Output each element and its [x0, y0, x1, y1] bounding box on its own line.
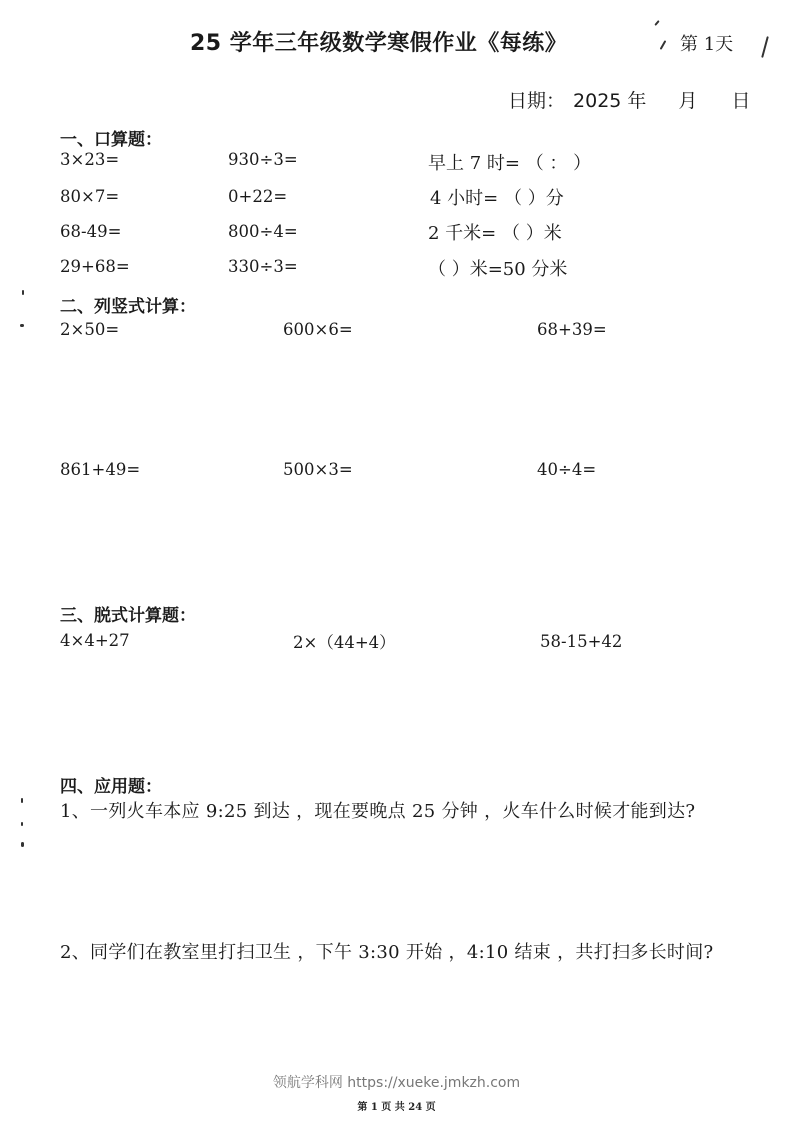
fill-blank-question: 4 小时= （ ）分: [430, 188, 564, 209]
date-row: [508, 86, 750, 113]
fill-blank-question: （ ）米=50 分米: [428, 259, 568, 280]
oral-question: 930÷3=: [228, 150, 298, 169]
scan-mark: [654, 20, 659, 26]
fill-blank-question: 早上 7 时= （ ： ）: [428, 153, 592, 174]
word-problem: 2、同学们在教室里打扫卫生 ，下午 3:30 开始 ，4:10 结束 ，共打扫多长时间?: [60, 942, 714, 963]
section-title: 四、应用题：: [60, 777, 162, 797]
date-day: 日: [731, 90, 751, 112]
scan-mark: [21, 842, 24, 847]
word-problem: 1、一列火车本应 9:25 到达 ，现在要晚点 25 分钟 ，火车什么时候才能到达?: [60, 801, 696, 822]
fill-blank-question: 2 千米= （ ）米: [428, 223, 562, 244]
date-year: 2025 年: [573, 90, 647, 112]
oral-question: 0+22=: [228, 187, 288, 206]
date-month: 月: [678, 90, 698, 112]
scan-mark: [21, 822, 23, 826]
oral-question: 80×7=: [60, 187, 120, 206]
vertical-calc-question: 861+49=: [60, 460, 141, 479]
watermark: 领航学科网 https://xueke.jmkzh.com: [272, 1075, 521, 1091]
oral-question: 3×23=: [60, 150, 120, 169]
oral-question: 29+68=: [60, 257, 130, 276]
date-label: 日期：: [508, 90, 566, 112]
day-label: 第 1天: [680, 34, 734, 55]
scan-mark: [660, 40, 667, 50]
scan-mark: [20, 324, 24, 327]
oral-question: 800÷4=: [228, 222, 298, 241]
oral-question: 68-49=: [60, 222, 122, 241]
vertical-calc-question: 68+39=: [537, 320, 607, 339]
page-title: 25 学年三年级数学寒假作业《每练》: [190, 31, 568, 56]
vertical-calc-question: 2×50=: [60, 320, 120, 339]
scan-mark: [22, 290, 24, 295]
oral-question: 330÷3=: [228, 257, 298, 276]
scan-mark: [761, 36, 769, 58]
page-footer: 第 1 页 共 24 页: [357, 1102, 436, 1113]
scan-mark: [21, 798, 23, 803]
section-title: 一、口算题：: [60, 130, 162, 150]
step-calc-question: 4×4+27: [60, 631, 130, 650]
step-calc-question: 2×（44+4）: [293, 633, 396, 652]
vertical-calc-question: 600×6=: [283, 320, 353, 339]
step-calc-question: 58-15+42: [540, 632, 623, 651]
section-title: 三、脱式计算题：: [60, 606, 196, 626]
vertical-calc-question: 500×3=: [283, 460, 353, 479]
section-title: 二、列竖式计算：: [60, 297, 196, 317]
vertical-calc-question: 40÷4=: [537, 460, 597, 479]
